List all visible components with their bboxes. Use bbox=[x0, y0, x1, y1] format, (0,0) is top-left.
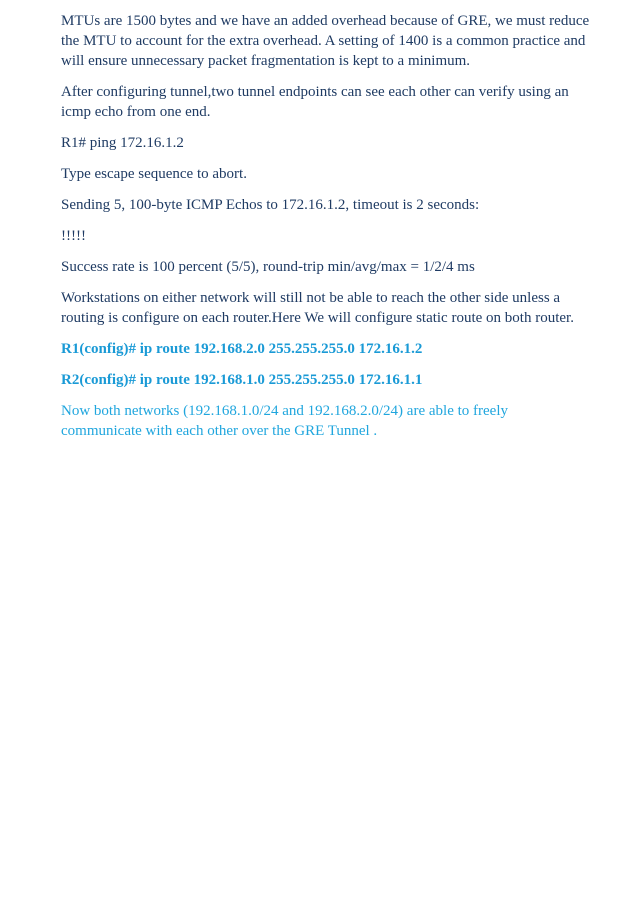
ping-result-marks: !!!!! bbox=[61, 228, 86, 244]
paragraph-conclusion: Now both networks (192.168.1.0/24 and 192.168.2.0/24) are able to freely communicate with each other over the GRE Tunnel . bbox=[61, 403, 508, 439]
r1-route-command: R1(config)# ip route 192.168.2.0 255.255.255.0 172.16.1.2 bbox=[61, 341, 423, 357]
paragraph-static-route: Workstations on either network will still not be able to reach the other side unless a routing is configure on each router.Here We will configure static route on both router. bbox=[61, 290, 574, 326]
ping-sending-line: Sending 5, 100-byte ICMP Echos to 172.16.1.2, timeout is 2 seconds: bbox=[61, 197, 480, 213]
r2-route-command: R2(config)# ip route 192.168.1.0 255.255.255.0 172.16.1.1 bbox=[61, 372, 423, 388]
ping-success-line: Success rate is 100 percent (5/5), round-trip min/avg/max = 1/2/4 ms bbox=[61, 259, 475, 275]
ping-escape-line: Type escape sequence to abort. bbox=[61, 166, 247, 182]
paragraph-mtu-explanation: MTUs are 1500 bytes and we have an added overhead because of GRE, we must reduce the MTU to account for the extra overhead. A setting of 1400 is a common practice and will ensure unnecessary packet fragmentation is kept to a minimum. bbox=[61, 13, 590, 69]
document-body bbox=[61, 11, 591, 452]
paragraph-tunnel-verify: After configuring tunnel,two tunnel endpoints can see each other can verify using an icmp echo from one end. bbox=[61, 84, 569, 120]
ping-command: R1# ping 172.16.1.2 bbox=[61, 135, 184, 151]
